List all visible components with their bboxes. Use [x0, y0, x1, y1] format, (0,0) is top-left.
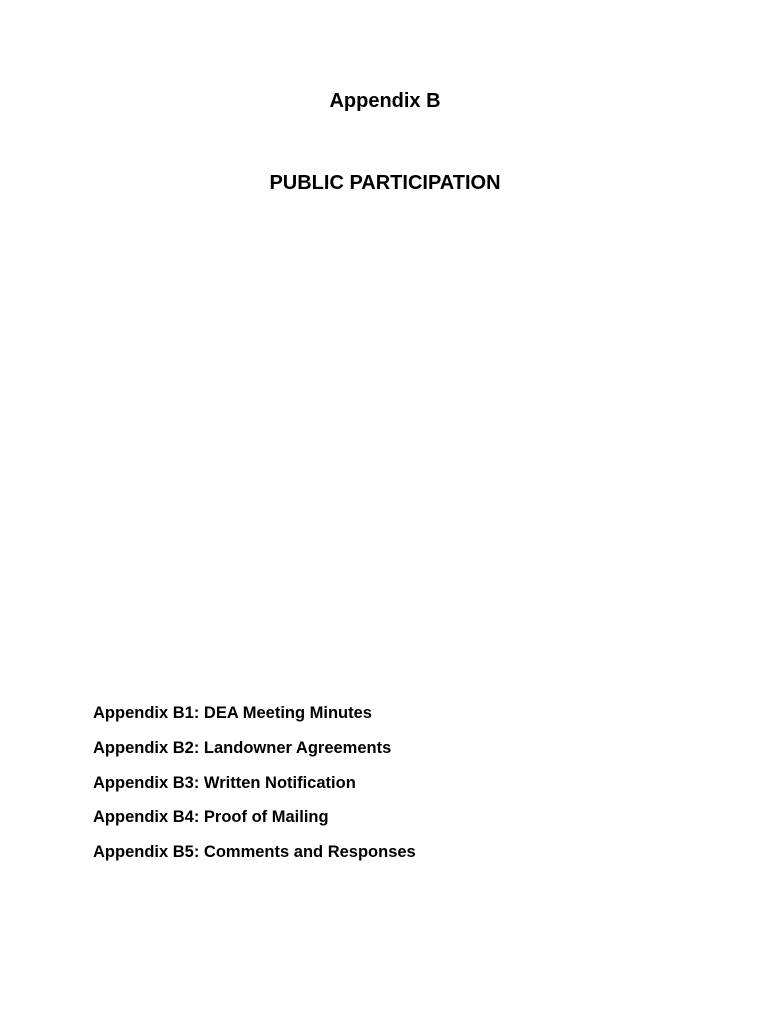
page-title: Appendix B: [329, 90, 441, 112]
appendix-item-b4: Appendix B4: Proof of Mailing: [93, 808, 329, 827]
appendix-item-b3: Appendix B3: Written Notification: [93, 773, 356, 792]
appendix-list: [93, 703, 416, 877]
appendix-item-b1: Appendix B1: DEA Meeting Minutes: [93, 704, 372, 722]
section-title: PUBLIC PARTICIPATION: [269, 172, 501, 194]
appendix-item-b2: Appendix B2: Landowner Agreements: [93, 738, 392, 757]
appendix-item-b5: Appendix B5: Comments and Responses: [93, 843, 416, 862]
